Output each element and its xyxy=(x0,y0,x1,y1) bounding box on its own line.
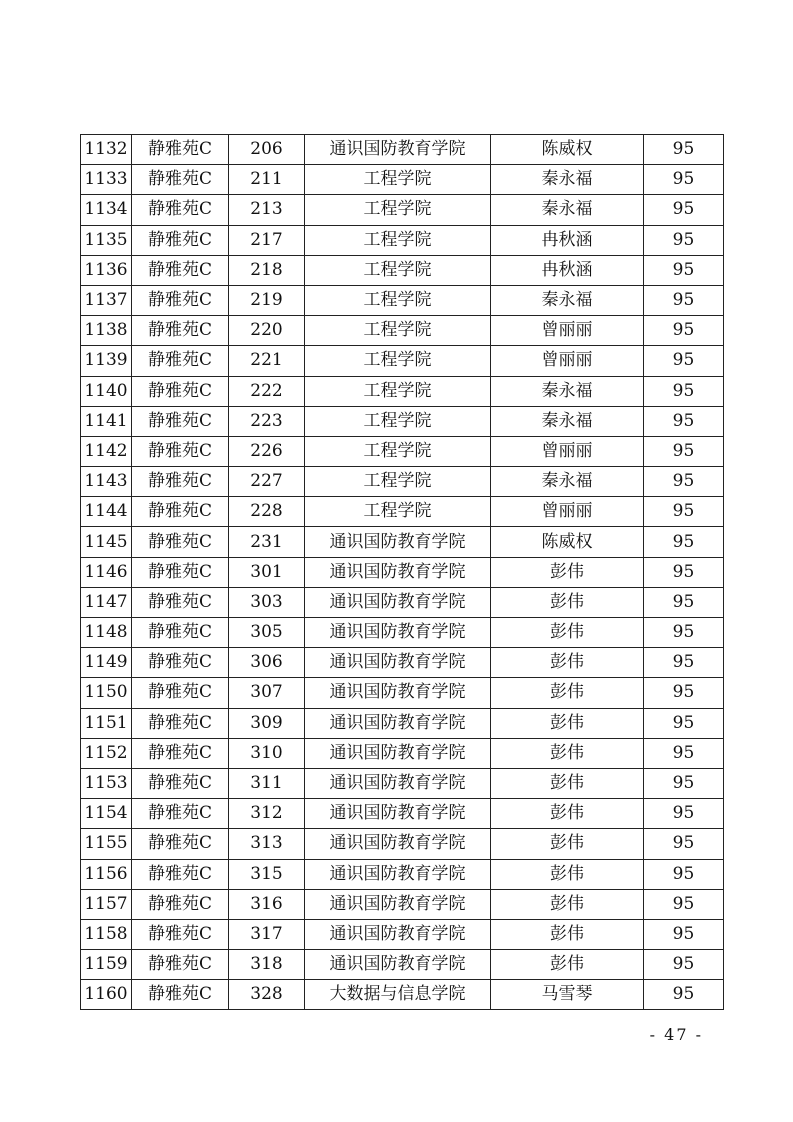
table-row xyxy=(81,919,724,949)
person-cell: 彭伟 xyxy=(491,587,644,617)
score-cell: 95 xyxy=(644,768,724,798)
person-cell: 冉秋涵 xyxy=(491,255,644,285)
person-cell: 马雪琴 xyxy=(491,980,644,1010)
score-cell: 95 xyxy=(644,980,724,1010)
college-cell: 通识国防教育学院 xyxy=(305,829,491,859)
person-cell: 陈威权 xyxy=(491,135,644,165)
building-cell: 静雅苑C xyxy=(132,165,229,195)
score-cell: 95 xyxy=(644,919,724,949)
room-cell: 219 xyxy=(229,285,305,315)
table-row xyxy=(81,799,724,829)
person-cell: 秦永福 xyxy=(491,406,644,436)
building-cell: 静雅苑C xyxy=(132,889,229,919)
room-cell: 217 xyxy=(229,225,305,255)
table-row xyxy=(81,738,724,768)
building-cell: 静雅苑C xyxy=(132,587,229,617)
row-number-cell: 1152 xyxy=(81,738,132,768)
score-cell: 95 xyxy=(644,587,724,617)
room-cell: 213 xyxy=(229,195,305,225)
table-row xyxy=(81,859,724,889)
building-cell: 静雅苑C xyxy=(132,648,229,678)
row-number-cell: 1159 xyxy=(81,950,132,980)
person-cell: 彭伟 xyxy=(491,799,644,829)
college-cell: 通识国防教育学院 xyxy=(305,768,491,798)
college-cell: 工程学院 xyxy=(305,285,491,315)
building-cell: 静雅苑C xyxy=(132,950,229,980)
room-cell: 312 xyxy=(229,799,305,829)
person-cell: 曾丽丽 xyxy=(491,436,644,466)
table-row xyxy=(81,285,724,315)
person-cell: 冉秋涵 xyxy=(491,225,644,255)
table-row xyxy=(81,436,724,466)
person-cell: 彭伟 xyxy=(491,859,644,889)
person-cell: 秦永福 xyxy=(491,285,644,315)
person-cell: 彭伟 xyxy=(491,829,644,859)
building-cell: 静雅苑C xyxy=(132,799,229,829)
table-row xyxy=(81,135,724,165)
score-cell: 95 xyxy=(644,346,724,376)
score-cell: 95 xyxy=(644,376,724,406)
room-cell: 303 xyxy=(229,587,305,617)
college-cell: 工程学院 xyxy=(305,316,491,346)
person-cell: 秦永福 xyxy=(491,195,644,225)
building-cell: 静雅苑C xyxy=(132,738,229,768)
college-cell: 工程学院 xyxy=(305,467,491,497)
room-cell: 221 xyxy=(229,346,305,376)
score-cell: 95 xyxy=(644,527,724,557)
building-cell: 静雅苑C xyxy=(132,497,229,527)
college-cell: 通识国防教育学院 xyxy=(305,135,491,165)
table-row xyxy=(81,618,724,648)
table-row xyxy=(81,889,724,919)
row-number-cell: 1132 xyxy=(81,135,132,165)
building-cell: 静雅苑C xyxy=(132,255,229,285)
score-cell: 95 xyxy=(644,467,724,497)
table-row xyxy=(81,708,724,738)
score-cell: 95 xyxy=(644,557,724,587)
room-cell: 311 xyxy=(229,768,305,798)
building-cell: 静雅苑C xyxy=(132,829,229,859)
table-row xyxy=(81,195,724,225)
row-number-cell: 1144 xyxy=(81,497,132,527)
room-cell: 318 xyxy=(229,950,305,980)
room-cell: 206 xyxy=(229,135,305,165)
score-cell: 95 xyxy=(644,195,724,225)
building-cell: 静雅苑C xyxy=(132,285,229,315)
score-cell: 95 xyxy=(644,950,724,980)
building-cell: 静雅苑C xyxy=(132,467,229,497)
person-cell: 陈威权 xyxy=(491,527,644,557)
score-cell: 95 xyxy=(644,738,724,768)
room-cell: 317 xyxy=(229,919,305,949)
building-cell: 静雅苑C xyxy=(132,346,229,376)
table-row xyxy=(81,316,724,346)
row-number-cell: 1158 xyxy=(81,919,132,949)
college-cell: 通识国防教育学院 xyxy=(305,648,491,678)
college-cell: 工程学院 xyxy=(305,436,491,466)
person-cell: 彭伟 xyxy=(491,648,644,678)
room-cell: 316 xyxy=(229,889,305,919)
row-number-cell: 1148 xyxy=(81,618,132,648)
building-cell: 静雅苑C xyxy=(132,618,229,648)
row-number-cell: 1142 xyxy=(81,436,132,466)
score-cell: 95 xyxy=(644,618,724,648)
score-cell: 95 xyxy=(644,648,724,678)
college-cell: 通识国防教育学院 xyxy=(305,618,491,648)
row-number-cell: 1151 xyxy=(81,708,132,738)
building-cell: 静雅苑C xyxy=(132,316,229,346)
college-cell: 大数据与信息学院 xyxy=(305,980,491,1010)
building-cell: 静雅苑C xyxy=(132,557,229,587)
row-number-cell: 1156 xyxy=(81,859,132,889)
building-cell: 静雅苑C xyxy=(132,376,229,406)
score-cell: 95 xyxy=(644,135,724,165)
person-cell: 彭伟 xyxy=(491,950,644,980)
room-cell: 305 xyxy=(229,618,305,648)
person-cell: 秦永福 xyxy=(491,376,644,406)
score-cell: 95 xyxy=(644,225,724,255)
building-cell: 静雅苑C xyxy=(132,135,229,165)
row-number-cell: 1160 xyxy=(81,980,132,1010)
building-cell: 静雅苑C xyxy=(132,859,229,889)
college-cell: 工程学院 xyxy=(305,406,491,436)
room-cell: 220 xyxy=(229,316,305,346)
score-cell: 95 xyxy=(644,436,724,466)
building-cell: 静雅苑C xyxy=(132,195,229,225)
table-row xyxy=(81,406,724,436)
row-number-cell: 1146 xyxy=(81,557,132,587)
row-number-cell: 1145 xyxy=(81,527,132,557)
room-cell: 211 xyxy=(229,165,305,195)
table-row xyxy=(81,527,724,557)
row-number-cell: 1135 xyxy=(81,225,132,255)
table-row xyxy=(81,497,724,527)
college-cell: 通识国防教育学院 xyxy=(305,527,491,557)
person-cell: 彭伟 xyxy=(491,889,644,919)
table-row xyxy=(81,950,724,980)
building-cell: 静雅苑C xyxy=(132,225,229,255)
college-cell: 通识国防教育学院 xyxy=(305,799,491,829)
room-cell: 307 xyxy=(229,678,305,708)
person-cell: 秦永福 xyxy=(491,467,644,497)
room-cell: 310 xyxy=(229,738,305,768)
score-cell: 95 xyxy=(644,859,724,889)
room-cell: 301 xyxy=(229,557,305,587)
college-cell: 通识国防教育学院 xyxy=(305,889,491,919)
row-number-cell: 1154 xyxy=(81,799,132,829)
table-row xyxy=(81,768,724,798)
row-number-cell: 1133 xyxy=(81,165,132,195)
room-cell: 306 xyxy=(229,648,305,678)
row-number-cell: 1147 xyxy=(81,587,132,617)
room-cell: 309 xyxy=(229,708,305,738)
table-row xyxy=(81,165,724,195)
score-cell: 95 xyxy=(644,799,724,829)
table-row xyxy=(81,980,724,1010)
room-cell: 223 xyxy=(229,406,305,436)
score-cell: 95 xyxy=(644,829,724,859)
row-number-cell: 1138 xyxy=(81,316,132,346)
row-number-cell: 1136 xyxy=(81,255,132,285)
room-cell: 226 xyxy=(229,436,305,466)
table-row xyxy=(81,467,724,497)
table-row xyxy=(81,225,724,255)
college-cell: 工程学院 xyxy=(305,225,491,255)
table-row xyxy=(81,587,724,617)
score-cell: 95 xyxy=(644,316,724,346)
row-number-cell: 1143 xyxy=(81,467,132,497)
table-row xyxy=(81,255,724,285)
building-cell: 静雅苑C xyxy=(132,527,229,557)
person-cell: 彭伟 xyxy=(491,557,644,587)
row-number-cell: 1150 xyxy=(81,678,132,708)
college-cell: 工程学院 xyxy=(305,255,491,285)
score-cell: 95 xyxy=(644,255,724,285)
page-number: - 47 - xyxy=(649,1025,703,1044)
building-cell: 静雅苑C xyxy=(132,436,229,466)
row-number-cell: 1137 xyxy=(81,285,132,315)
score-cell: 95 xyxy=(644,497,724,527)
college-cell: 工程学院 xyxy=(305,497,491,527)
person-cell: 秦永福 xyxy=(491,165,644,195)
row-number-cell: 1141 xyxy=(81,406,132,436)
college-cell: 工程学院 xyxy=(305,195,491,225)
college-cell: 通识国防教育学院 xyxy=(305,919,491,949)
room-cell: 222 xyxy=(229,376,305,406)
score-cell: 95 xyxy=(644,678,724,708)
college-cell: 通识国防教育学院 xyxy=(305,587,491,617)
building-cell: 静雅苑C xyxy=(132,768,229,798)
score-cell: 95 xyxy=(644,889,724,919)
score-cell: 95 xyxy=(644,285,724,315)
college-cell: 工程学院 xyxy=(305,346,491,376)
row-number-cell: 1155 xyxy=(81,829,132,859)
college-cell: 工程学院 xyxy=(305,376,491,406)
row-number-cell: 1149 xyxy=(81,648,132,678)
room-cell: 231 xyxy=(229,527,305,557)
person-cell: 彭伟 xyxy=(491,768,644,798)
table-row xyxy=(81,678,724,708)
person-cell: 彭伟 xyxy=(491,708,644,738)
college-cell: 通识国防教育学院 xyxy=(305,738,491,768)
table-row xyxy=(81,557,724,587)
row-number-cell: 1157 xyxy=(81,889,132,919)
person-cell: 彭伟 xyxy=(491,618,644,648)
building-cell: 静雅苑C xyxy=(132,708,229,738)
college-cell: 通识国防教育学院 xyxy=(305,678,491,708)
score-cell: 95 xyxy=(644,406,724,436)
room-cell: 228 xyxy=(229,497,305,527)
college-cell: 工程学院 xyxy=(305,165,491,195)
building-cell: 静雅苑C xyxy=(132,678,229,708)
room-cell: 218 xyxy=(229,255,305,285)
table-row xyxy=(81,829,724,859)
building-cell: 静雅苑C xyxy=(132,980,229,1010)
person-cell: 彭伟 xyxy=(491,678,644,708)
score-cell: 95 xyxy=(644,165,724,195)
college-cell: 通识国防教育学院 xyxy=(305,708,491,738)
table-row xyxy=(81,376,724,406)
room-cell: 227 xyxy=(229,467,305,497)
row-number-cell: 1134 xyxy=(81,195,132,225)
person-cell: 曾丽丽 xyxy=(491,316,644,346)
room-cell: 328 xyxy=(229,980,305,1010)
room-cell: 313 xyxy=(229,829,305,859)
table-row xyxy=(81,648,724,678)
row-number-cell: 1139 xyxy=(81,346,132,376)
row-number-cell: 1140 xyxy=(81,376,132,406)
score-cell: 95 xyxy=(644,708,724,738)
table-row xyxy=(81,346,724,376)
college-cell: 通识国防教育学院 xyxy=(305,557,491,587)
person-cell: 彭伟 xyxy=(491,738,644,768)
table-body xyxy=(81,135,724,1010)
building-cell: 静雅苑C xyxy=(132,406,229,436)
row-number-cell: 1153 xyxy=(81,768,132,798)
college-cell: 通识国防教育学院 xyxy=(305,859,491,889)
person-cell: 彭伟 xyxy=(491,919,644,949)
college-cell: 通识国防教育学院 xyxy=(305,950,491,980)
building-cell: 静雅苑C xyxy=(132,919,229,949)
person-cell: 曾丽丽 xyxy=(491,497,644,527)
dormitory-score-table xyxy=(80,134,724,1010)
person-cell: 曾丽丽 xyxy=(491,346,644,376)
room-cell: 315 xyxy=(229,859,305,889)
